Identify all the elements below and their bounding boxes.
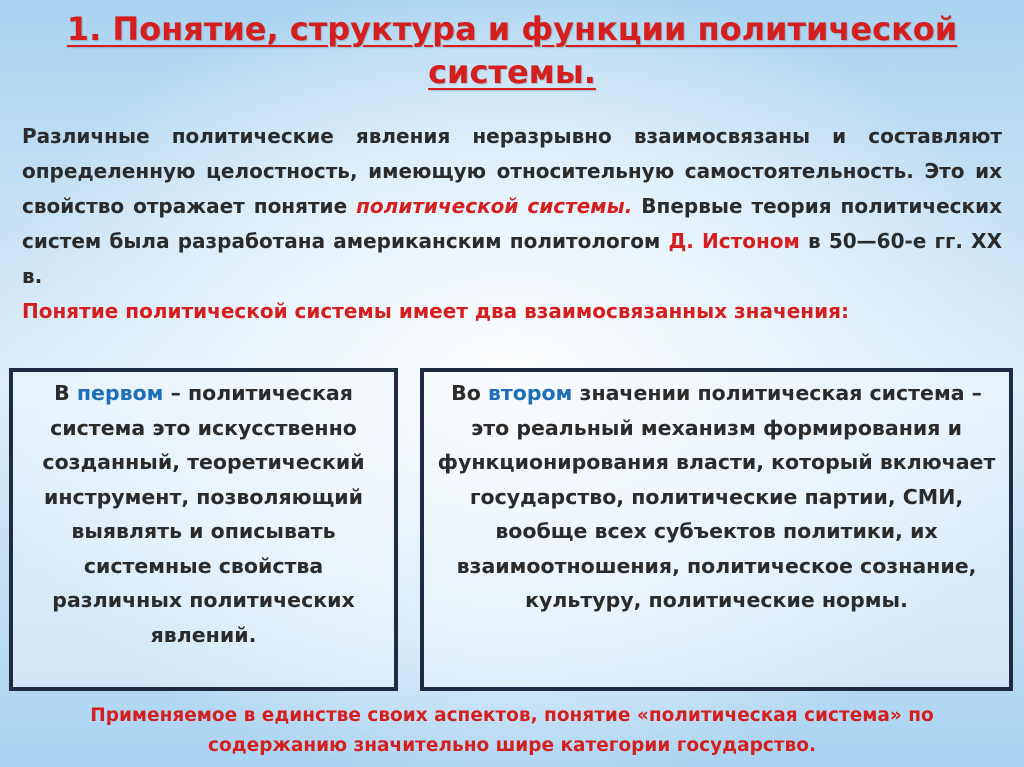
intro-paragraph [22, 119, 1002, 294]
slide-title: 1. Понятие, структура и функции политической системы. [66, 10, 958, 91]
second-meaning-text: значении политическая система – это реальный механизм формирования и функционирования власти, который включает государство, политические партии, СМИ, вообще всех субъектов политики, их взаимоотношения, политическое сознание, культуру, политические нормы. [437, 381, 996, 612]
second-meaning-keyword: втором [487, 381, 573, 405]
author-name: Д. Истоном [668, 229, 800, 253]
second-meaning-prefix: Во [451, 381, 488, 405]
intro-text-2: Впервые теория политических систем была разработана американским политологом [22, 194, 1002, 253]
key-term: политической системы. [356, 194, 633, 218]
intro-text-3: в 50—60-е гг. XX в. [22, 229, 1002, 288]
second-meaning-box [420, 368, 1013, 691]
first-meaning-text: – политическая система это искусственно созданный, теоретический инструмент, позволяющий выявлять и описывать системные свойства различных политических явлений. [42, 381, 365, 647]
first-meaning-keyword: первом [76, 381, 164, 405]
first-meaning-prefix: В [54, 381, 77, 405]
conclusion-text: Применяемое в единстве своих аспектов, понятие «политическая система» по содержанию значительно шире категории государство. [90, 705, 934, 756]
intro-text-1: Различные политические явления неразрывно взаимосвязаны и составляют определенную целостность, имеющую относительную самостоятельность. Это их свойство отражает понятие [22, 124, 1002, 218]
two-meanings-heading: Понятие политической системы имеет два взаимосвязанных значения: [22, 299, 849, 323]
first-meaning-box [9, 368, 398, 691]
